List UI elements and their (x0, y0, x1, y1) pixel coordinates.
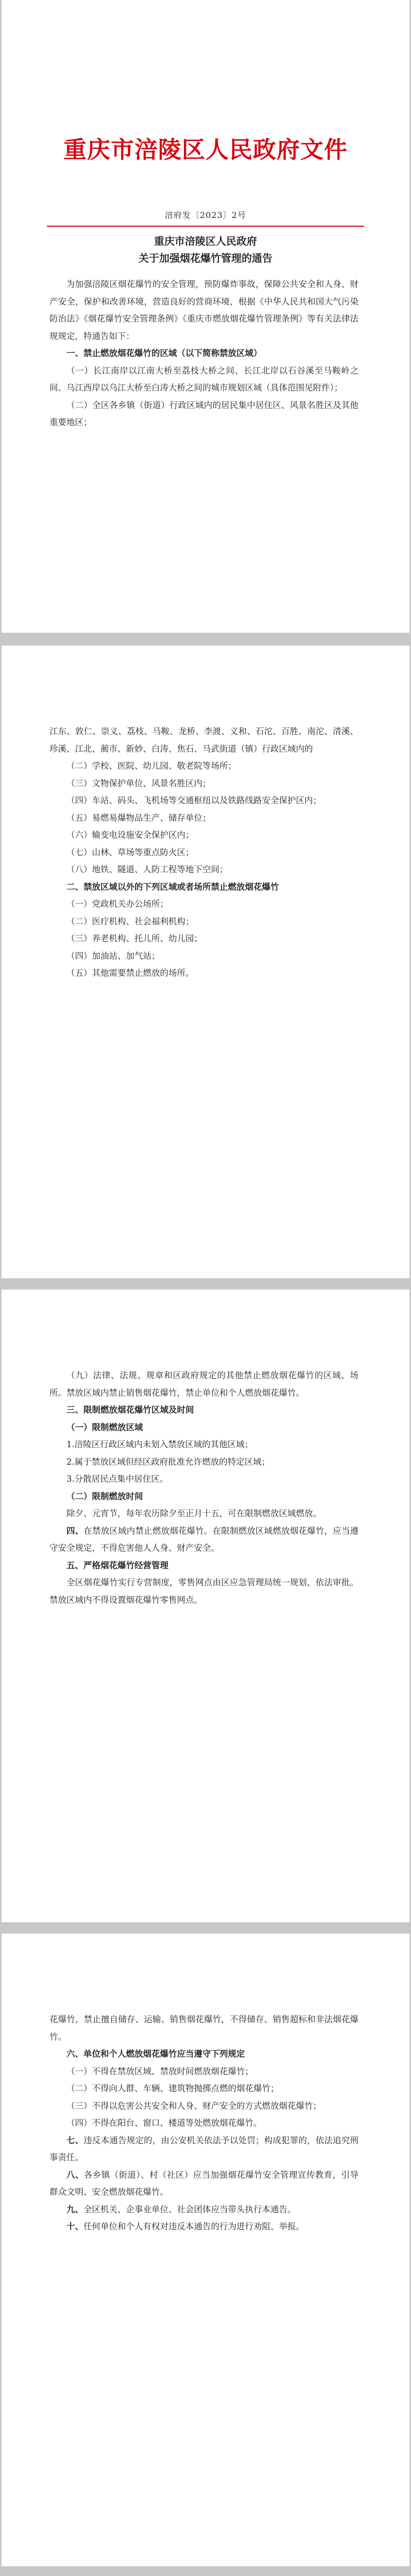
paragraph: （九）法律、法规、规章和区政府规定的其他禁止燃放烟花爆竹的区域、场所。禁放区域内禁止销售烟花爆竹，禁止单位和个人燃放烟花爆竹。 (49, 1370, 358, 1398)
paragraph: （八）地铁、隧道、人防工程等地下空间； (66, 865, 228, 874)
page-2-body (49, 723, 358, 982)
section-number: 九、 (66, 2204, 83, 2214)
paragraph: （四）不得在阳台、窗口、楼道等处燃放烟花爆竹。 (66, 2118, 262, 2128)
paragraph: （二）学校、医院、幼儿园、敬老院等场所； (66, 761, 236, 771)
paragraph: （五）其他需要禁止燃放的场所。 (66, 968, 194, 978)
paragraph: （四）车站、码头、飞机场等交通枢纽以及铁路线路安全保护区内； (66, 795, 321, 805)
section-heading: 五、严格烟花爆竹经营管理 (66, 1560, 168, 1570)
paragraph: （六）输变电设施安全保护区内； (66, 830, 194, 840)
section-number: 四、 (66, 1526, 84, 1536)
document-number: 涪府发〔2023〕2号 (165, 210, 246, 220)
paragraph: （一）不得在禁放区域、禁放时间燃放烟花爆竹； (66, 2066, 253, 2076)
paragraph: （四）加油站、加气站； (66, 951, 160, 961)
paragraph: （二）全区各乡镇（街道）行政区域内的居民集中居住区、风景名胜区及其他重要地区； (49, 400, 358, 427)
paragraph (49, 1522, 358, 1557)
paragraph: （三）不得以危害公共安全和人身、财产安全的方式燃放烟花爆竹； (66, 2100, 321, 2111)
notice-title-line-1: 重庆市涪陵区人民政府 (154, 235, 257, 247)
page-4-body (49, 2011, 358, 2235)
section-heading: 二、禁放区域以外的下列区域或者场所禁止燃放烟花爆竹 (66, 882, 279, 892)
paragraph: 3.分散居民点集中居住区。 (66, 1474, 168, 1484)
paragraph (49, 2166, 358, 2201)
paragraph: （二）不得向人群、车辆、建筑物抛掷点燃的烟花爆竹； (66, 2083, 279, 2093)
paragraph: 除夕、元宵节，每年农历除夕至正月十五，可在限制燃放区域燃放。 (66, 1509, 321, 1518)
document-page-2 (2, 646, 409, 1278)
paragraph: 花爆竹，禁止擅自储存、运输、销售烟花爆竹，不得储存、销售超标和非法烟花爆竹。 (49, 2014, 358, 2042)
header-red-rule (47, 226, 364, 227)
section-heading: 三、限制燃放烟花爆竹区域及时间 (66, 1405, 194, 1415)
paragraph (49, 2218, 358, 2235)
paragraph-text: 各乡镇（街道）、村（社区）应当加强烟花爆竹安全管理宣传教育，引导群众文明、安全燃放烟花爆竹。 (49, 2170, 359, 2197)
section-heading: 一、禁止燃放烟花爆竹的区域（以下简称禁放区域） (66, 348, 262, 358)
document-header-title: 重庆市涪陵区人民政府文件 (63, 136, 348, 163)
paragraph: （一）长江南岸以江南大桥至荔枝大桥之间、长江北岸以石谷溪至马鞍岭之间、乌江西岸以乌江大桥至白涛大桥之间的城市规划区域（具体范围见附件）； (49, 365, 358, 393)
document-page-3 (2, 1290, 409, 1922)
paragraph: 2.属于禁放区域但经区政府批准允许燃放的特定区域； (66, 1456, 270, 1467)
page-3-body (49, 1367, 358, 1608)
section-number: 七、 (66, 2135, 84, 2145)
paragraph: 1.涪陵区行政区域内未划入禁放区域的其他区域； (66, 1439, 253, 1449)
paragraph: （三）文物保护单位、风景名胜区内； (66, 778, 211, 788)
section-heading: 六、单位和个人燃放烟花爆竹应当遵守下列规定 (66, 2049, 245, 2059)
section-number: 十、 (66, 2222, 83, 2231)
paragraph: （一）党政机关办公场所； (66, 899, 168, 909)
subsection-heading: （二）限制燃放时间 (66, 1491, 143, 1501)
paragraph: （二）医疗机构、社会福利机构； (66, 916, 194, 926)
paragraph: 江东、敦仁、崇义、荔枝、马鞍、龙桥、李渡、义和、石沱、百胜、南沱、清溪、珍溪、江北、蔺市、新妙、白涛、焦石、马武街道（镇）行政区域内的 (49, 726, 358, 754)
paragraph: （七）山林、草场等重点防火区； (66, 847, 194, 857)
paragraph-text: 全区机关、企事业单位、社会团体应当带头执行本通告。 (83, 2204, 296, 2214)
notice-title (2, 233, 409, 267)
page-1-body (49, 276, 358, 431)
intro-paragraph: 为加强涪陵区烟花爆竹的安全管理，预防爆炸事故，保障公共安全和人身、财产安全，保护和改善环境，营造良好的营商环境，根据《中华人民共和国大气污染防治法》《烟花爆竹安全管理条例》《重庆市燃放烟花爆竹管理条例》等有关法律法规规定，特通告如下： (49, 279, 358, 341)
paragraph-text: 在禁放区域内禁止燃放烟花爆竹。在限制燃放区域燃放烟花爆竹，应当遵守安全规定，不得危害他人人身、财产安全。 (49, 1526, 359, 1553)
document-page-4 (2, 1934, 409, 2566)
paragraph: （五）易燃易爆物品生产、储存单位； (66, 812, 211, 823)
subsection-heading: （一）限制燃放区域 (66, 1422, 143, 1432)
paragraph-text: 任何单位和个人有权对违反本通告的行为进行劝阻、举报。 (83, 2222, 304, 2231)
notice-title-line-2: 关于加强烟花爆竹管理的通告 (139, 252, 272, 264)
paragraph (49, 2132, 358, 2166)
paragraph (49, 2201, 358, 2218)
section-number: 八、 (66, 2170, 84, 2180)
paragraph: 全区烟花爆竹实行专营制度，零售网点由区应急管理局统一规划，依法审批。禁放区域内不得设置烟花爆竹零售网点。 (49, 1578, 358, 1605)
paragraph: （三）养老机构、托儿所、幼儿园； (66, 934, 202, 943)
document-page-1 (2, 0, 409, 633)
paragraph-text: 违反本通告规定的，由公安机关依法予以处罚；构成犯罪的，依法追究刑事责任。 (49, 2135, 359, 2162)
